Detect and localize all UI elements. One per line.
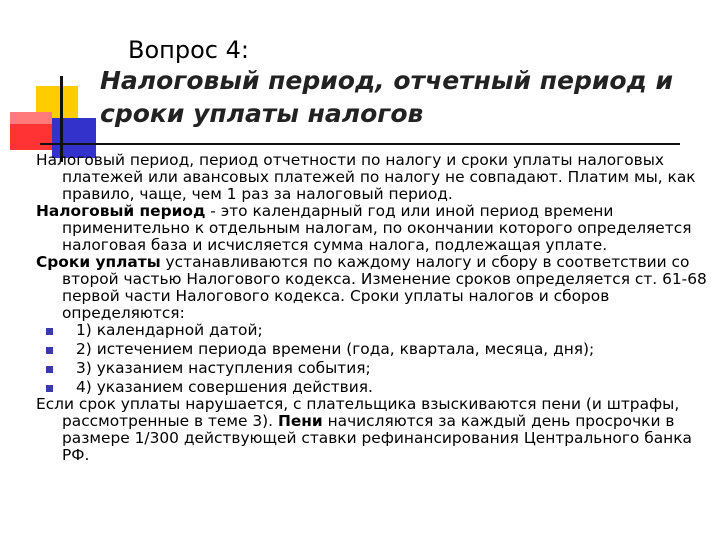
paragraph-tax-period <box>36 203 712 254</box>
paragraph-penalties <box>36 396 712 464</box>
square-bullet-icon <box>46 347 53 354</box>
decor-red-highlight <box>10 112 52 124</box>
term-penalties: Пени <box>277 412 323 430</box>
definition-tax-period: - это календарный год или иной период времени применительно к отдельным налогам, по окончании которого определяется налоговая база и исчисляется сумма налога, подлежащая уплате. <box>62 202 692 254</box>
square-bullet-icon <box>46 385 53 392</box>
slide-content <box>36 152 712 464</box>
list-item <box>36 379 712 396</box>
decor-vertical-line <box>60 76 63 162</box>
penalties-definition: начисляются за каждый день просрочки в размере 1/300 действующей ставки рефинансирования Центрального банка РФ. <box>62 412 692 464</box>
definition-payment-terms: устанавливаются по каждому налогу и сбору в соответствии со второй частью Налогового кодекса. Изменение сроков определяется ст. 61-68 первой части Налогового кодекса. Сроки уплаты налогов и сборов определяются: <box>62 253 707 322</box>
bullet-text: 3) указанием наступления события; <box>76 359 371 377</box>
term-payment-terms: Сроки уплаты <box>36 253 161 271</box>
term-tax-period: Налоговый период <box>36 202 206 220</box>
list-item <box>36 341 712 358</box>
list-item <box>36 322 712 339</box>
slide-title-number: Вопрос 4: <box>128 36 249 64</box>
slide-title: Налоговый период, отчетный период и сроки уплаты налогов <box>100 66 673 128</box>
bullet-text: 4) указанием совершения действия. <box>76 378 373 396</box>
penalties-intro: Если срок уплаты нарушается, с плательщика взыскиваются пени (и штрафы, рассмотренные в теме 3). <box>36 395 680 430</box>
paragraph-payment-terms <box>36 254 712 322</box>
bullet-text: 1) календарной датой; <box>76 321 263 339</box>
square-bullet-icon <box>46 328 53 335</box>
decor-horizontal-line <box>40 143 680 145</box>
list-item <box>36 360 712 377</box>
square-bullet-icon <box>46 366 53 373</box>
bullet-text: 2) истечением периода времени (года, квартала, месяца, дня); <box>76 340 595 358</box>
paragraph-intro: Налоговый период, период отчетности по налогу и сроки уплаты налоговых платежей или авансовых платежей по налогу не совпадают. Платим мы, как правило, чаще, чем 1 раз за налоговый период. <box>36 151 696 203</box>
